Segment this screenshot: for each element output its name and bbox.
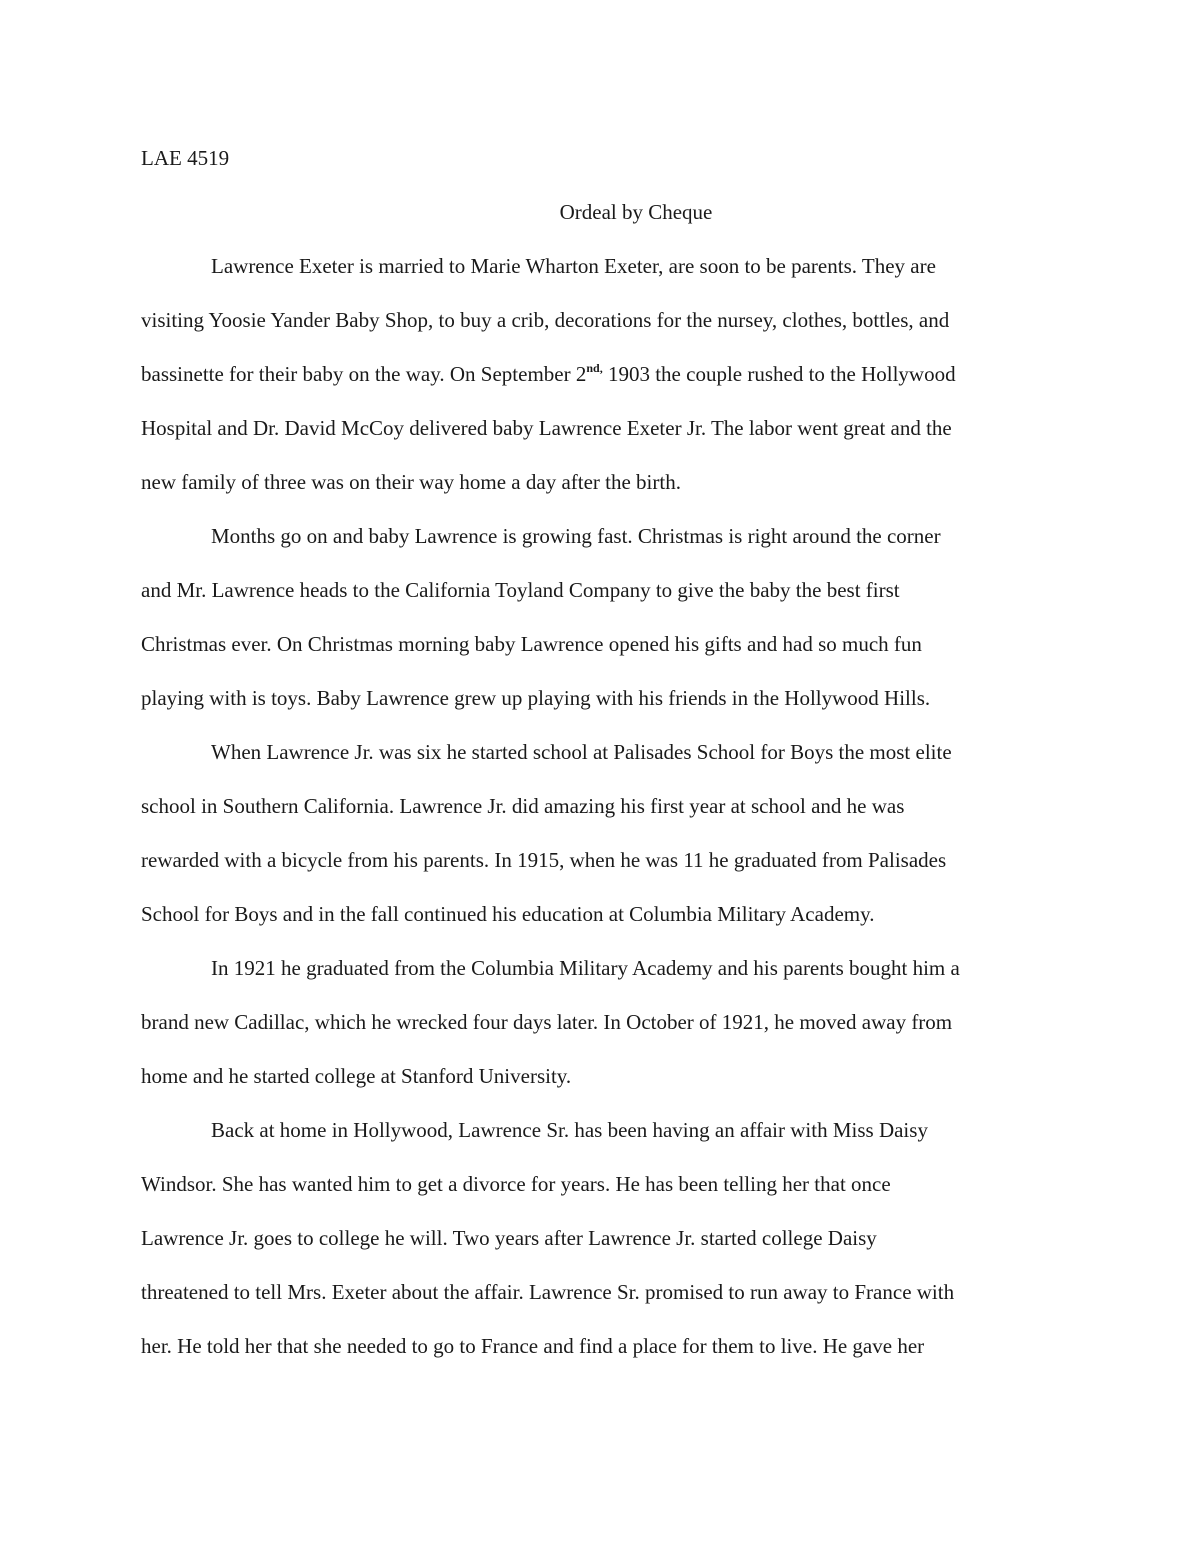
paragraph-3-line-1: When Lawrence Jr. was six he started school at Palisades School for Boys the most elite — [211, 740, 952, 764]
paragraph-3-line-4: School for Boys and in the fall continued his education at Columbia Military Academy. — [141, 902, 875, 926]
line-text: bassinette for their baby on the way. On September 2 — [141, 362, 587, 386]
paragraph-1-line-3 — [141, 357, 956, 391]
paragraph-4-line-2: brand new Cadillac, which he wrecked four days later. In October of 1921, he moved away from — [141, 1010, 953, 1034]
paragraph-1-line-1: Lawrence Exeter is married to Marie Wharton Exeter, are soon to be parents. They are — [211, 254, 936, 278]
paragraph-2-line-1: Months go on and baby Lawrence is growing fast. Christmas is right around the corner — [211, 524, 941, 548]
paragraph-2-line-3: Christmas ever. On Christmas morning baby Lawrence opened his gifts and had so much fun — [141, 632, 922, 656]
paragraph-5-line-1: Back at home in Hollywood, Lawrence Sr. has been having an affair with Miss Daisy — [211, 1118, 928, 1142]
paragraph-5-line-3: Lawrence Jr. goes to college he will. Two years after Lawrence Jr. started college Daisy — [141, 1226, 877, 1250]
paragraph-4-line-3: home and he started college at Stanford University. — [141, 1064, 572, 1088]
paragraph-1-line-2: visiting Yoosie Yander Baby Shop, to buy a crib, decorations for the nursey, clothes, bottles, and — [141, 308, 950, 332]
paragraph-2-line-4: playing with is toys. Baby Lawrence grew up playing with his friends in the Hollywood Hills. — [141, 686, 931, 710]
line-text: 1903 the couple rushed to the Hollywood — [602, 362, 956, 386]
paragraph-2-line-2: and Mr. Lawrence heads to the California Toyland Company to give the baby the best first — [141, 578, 900, 602]
paragraph-5-line-4: threatened to tell Mrs. Exeter about the affair. Lawrence Sr. promised to run away to France with — [141, 1280, 955, 1304]
course-code-header: LAE 4519 — [141, 146, 230, 170]
paragraph-3-line-2: school in Southern California. Lawrence Jr. did amazing his first year at school and he was — [141, 794, 905, 818]
document-title: Ordeal by Cheque — [559, 200, 713, 224]
paragraph-5-line-2: Windsor. She has wanted him to get a divorce for years. He has been telling her that once — [141, 1172, 891, 1196]
ordinal-suffix: nd, — [586, 361, 603, 375]
paragraph-1-line-4: Hospital and Dr. David McCoy delivered baby Lawrence Exeter Jr. The labor went great and the — [141, 416, 952, 440]
paragraph-1-line-5: new family of three was on their way home a day after the birth. — [141, 470, 681, 494]
paragraph-5-line-5: her. He told her that she needed to go to France and find a place for them to live. He gave her — [141, 1334, 925, 1358]
paragraph-3-line-3: rewarded with a bicycle from his parents. In 1915, when he was 11 he graduated from Palisades — [141, 848, 947, 872]
paragraph-4-line-1: In 1921 he graduated from the Columbia Military Academy and his parents bought him a — [211, 956, 960, 980]
